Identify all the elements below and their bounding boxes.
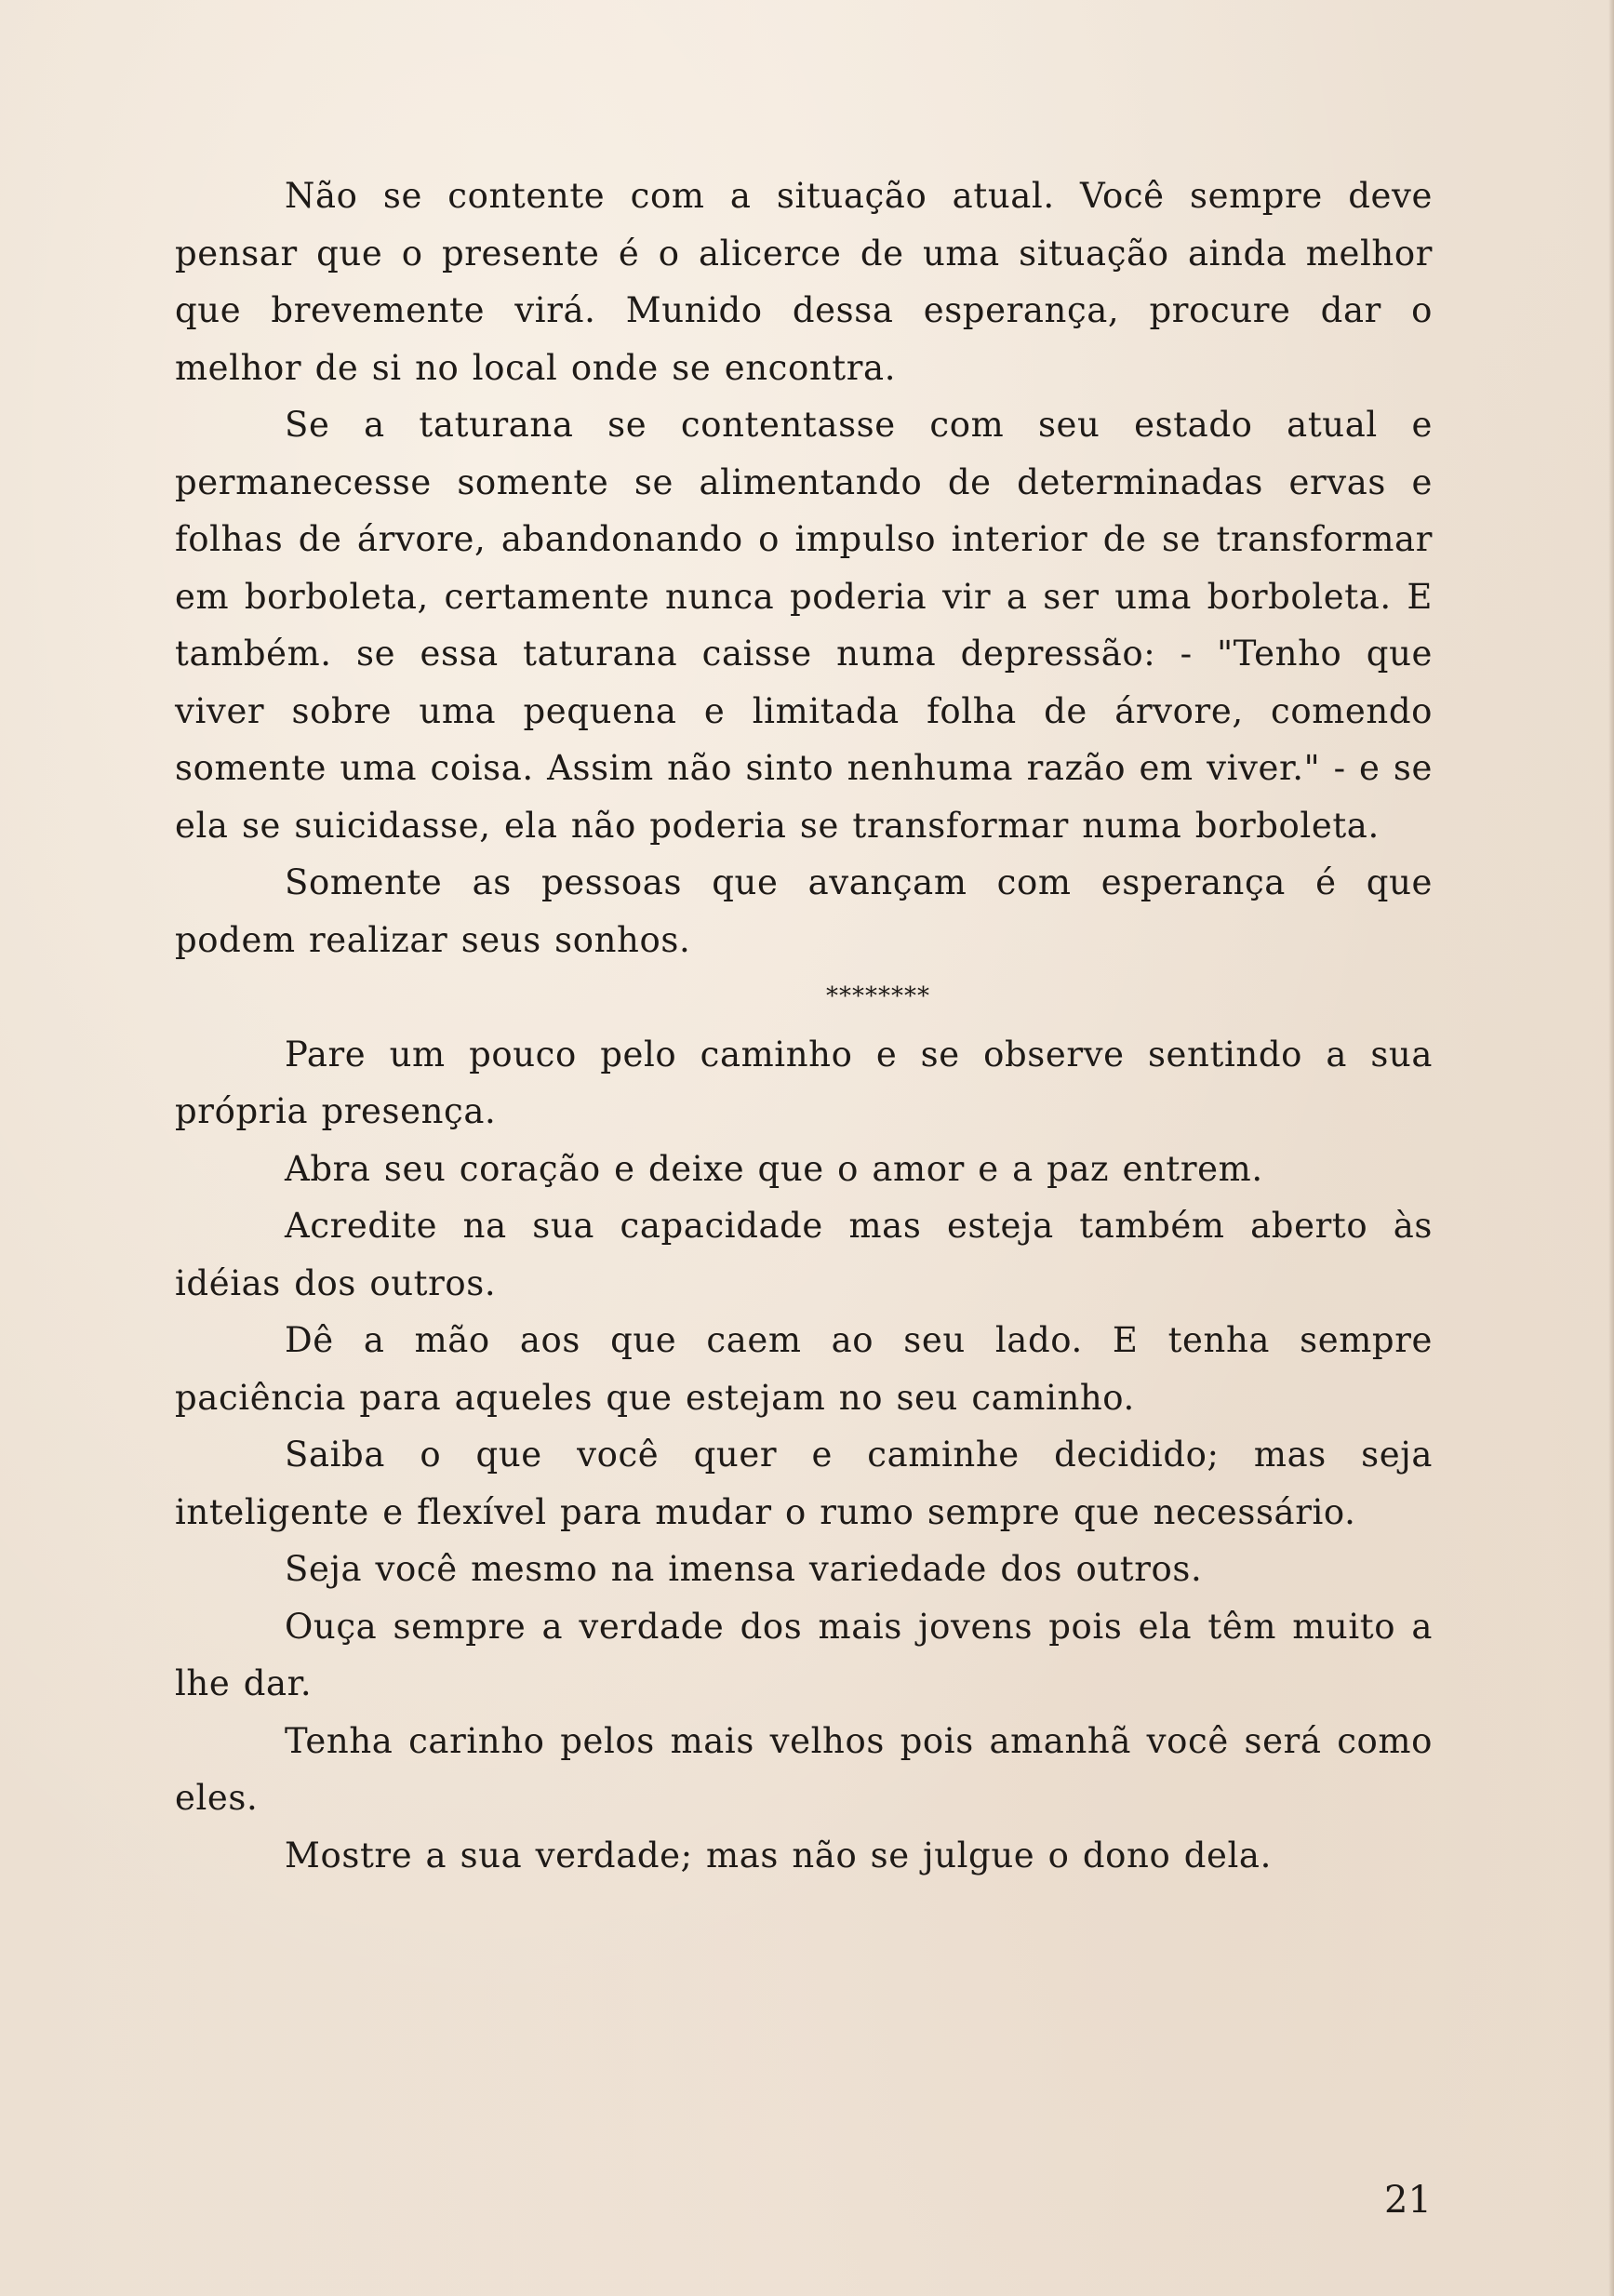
paragraph: Não se contente com a situação atual. Você sempre deve pensar que o presente é o alicerce de uma situação ainda melhor que brevemente virá. Munido dessa esperança, procure dar o melhor de si no local onde se encontra.: [175, 176, 1433, 388]
paragraph: Se a taturana se contentasse com seu estado atual e permanecesse somente se alimentando de determinadas ervas e folhas de árvore, abandonando o impulso interior de se transformar em borboleta, certamente nunca poderia vir a ser uma borboleta. E também. se essa taturana caisse numa depressão: - "Tenho que viver sobre uma pequena e limitada folha de árvore, comendo somente uma coisa. Assim não sinto nenhuma razão em viver." - e se ela se suicidasse, ela não poderia se transformar numa borboleta.: [175, 405, 1433, 846]
page-body-text: [175, 167, 1433, 1884]
section-separator: ********: [826, 982, 930, 1010]
paragraph: Abra seu coração e deixe que o amor e a paz entrem.: [285, 1148, 1263, 1189]
paragraph: Acredite na sua capacidade mas esteja também aberto às idéias dos outros.: [175, 1206, 1433, 1303]
paragraph: Saiba o que você quer e caminhe decidido; mas seja inteligente e flexível para mudar o rumo sempre que necessário.: [175, 1435, 1433, 1532]
paragraph: Mostre a sua verdade; mas não se julgue o dono dela.: [285, 1835, 1272, 1876]
paragraph: Tenha carinho pelos mais velhos pois amanhã você será como eles.: [175, 1720, 1433, 1818]
page-number: 21: [1384, 2179, 1432, 2222]
paragraph: Seja você mesmo na imensa variedade dos outros.: [285, 1549, 1203, 1589]
paragraph: Dê a mão aos que caem ao seu lado. E tenha sempre paciência para aqueles que estejam no seu caminho.: [175, 1320, 1433, 1418]
paragraph: Pare um pouco pelo caminho e se observe sentindo a sua própria presença.: [175, 1034, 1433, 1131]
paragraph: Somente as pessoas que avançam com esperança é que podem realizar seus sonhos.: [175, 862, 1433, 960]
paragraph: Ouça sempre a verdade dos mais jovens pois ela têm muito a lhe dar.: [175, 1606, 1433, 1703]
